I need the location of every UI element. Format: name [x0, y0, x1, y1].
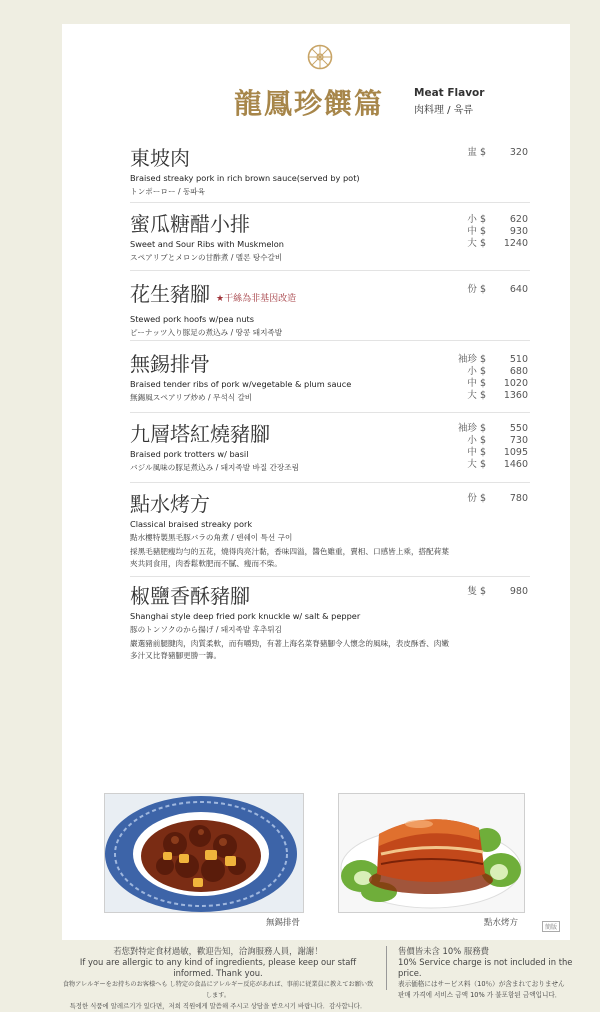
braised-pork-photo [338, 793, 525, 913]
dish-name-en: Shanghai style deep fried pork knuckle w/ salt & pepper [130, 611, 361, 621]
dish-name: 東坡肉 [130, 146, 190, 170]
dish-name-en: Braised streaky pork in rich brown sauce(served by pot) [130, 173, 360, 183]
price-size: 大 $ [467, 238, 486, 249]
dish-name-jp-kr: スペアリブとメロンの甘酢煮 / 멜론 탕수갈비 [130, 253, 283, 262]
price-amount: 1095 [503, 447, 528, 458]
photo-caption: 無錫排骨 [266, 918, 301, 928]
price-amount: 930 [509, 226, 528, 237]
price-amount: 620 [509, 214, 528, 225]
price-list [467, 586, 528, 598]
divider [130, 482, 530, 483]
price-row [467, 226, 528, 238]
dish-name-jp-kr: 無錫風スペアリブ炒め / 무석식 갈비 [130, 393, 253, 402]
service-charge-en: 10% Service charge is not included in the price. [398, 957, 573, 978]
dish-name: 九層塔紅燒豬腳 [130, 422, 270, 446]
price-row [467, 147, 528, 159]
section-subtitle: 肉料理 / 육류 [414, 105, 474, 116]
price-list [467, 214, 528, 250]
price-amount: 320 [509, 147, 528, 158]
dish-name: 點水烤方 [130, 492, 210, 516]
footer-divider [386, 946, 387, 990]
price-size: 大 $ [467, 459, 486, 470]
dish-description: 嚴選豬前腿腱肉，肉質柔軟，而有嚼勁，有著上海名菜脊豬腳令人懷念的風味，表皮酥香、肉嫩多汁又比脊豬腳更勝一籌。 [130, 639, 449, 660]
price-list [467, 147, 528, 159]
price-row [458, 366, 528, 378]
service-charge-notice [398, 946, 598, 1001]
version-tag: 簡版 [542, 921, 560, 932]
allergy-notice [60, 946, 376, 1012]
dish-note: ★干絲為非基因改造 [216, 294, 297, 304]
price-row [458, 459, 528, 471]
dish-name: 椒鹽香酥豬腳 [130, 584, 250, 608]
service-charge-zh: 售價皆未含 10% 服務費 [398, 946, 489, 956]
dish-description: 採黑毛豬肥瘦均勻的五花，燒得肉亮汁黏，香味四溢，醬色雖重，賣相、口感皆上乘，搭配荷葉夾共同食用，肉香鬆軟肥而不膩、瘦而不柴。 [130, 547, 449, 568]
price-size: 中 $ [467, 378, 486, 389]
price-size: 中 $ [467, 447, 486, 458]
price-amount: 1460 [503, 459, 528, 470]
price-amount: 510 [509, 354, 528, 365]
price-row [467, 238, 528, 250]
dish-name-jp-kr: バジル風味の豚足煮込み / 돼지족발 바질 간장조림 [130, 463, 299, 472]
dish-name-en: Sweet and Sour Ribs with Muskmelon [130, 239, 284, 249]
price-size: 份 $ [467, 284, 486, 295]
price-size: 小 $ [467, 366, 486, 377]
divider [130, 412, 530, 413]
wheel-emblem-icon [307, 44, 333, 70]
price-size: 隻 $ [467, 586, 486, 597]
divider [130, 270, 530, 271]
allergy-notice-zh: 若您對特定食材過敏，歡迎告知，洽詢服務人員，謝謝！ [113, 946, 323, 956]
price-amount: 680 [509, 366, 528, 377]
price-row [467, 284, 528, 296]
dish-name: 蜜瓜糖醋小排 [130, 212, 250, 236]
section-title: 龍鳳珍饌篇 [234, 87, 385, 120]
service-charge-kr: 판매 가격에 서비스 금액 10% 가 불포함된 금액입니다． [398, 991, 562, 999]
price-size: 袖珍 $ [457, 423, 486, 434]
price-amount: 550 [509, 423, 528, 434]
divider [130, 202, 530, 203]
allergy-notice-kr: 특정한 식품에 알레르기가 있다면，저희 직원에게 말씀해 주시고 상담을 받으시기 바랍니다．감사합니다． [69, 1002, 367, 1010]
service-charge-jp: 表示価格にはサービス料（10％）が含まれておりません [398, 980, 565, 988]
price-row [467, 493, 528, 505]
divider [130, 340, 530, 341]
price-amount: 640 [509, 284, 528, 295]
price-row [458, 378, 528, 390]
price-row [458, 423, 528, 435]
price-row [458, 435, 528, 447]
price-row [467, 214, 528, 226]
price-row [458, 390, 528, 402]
dish-name-jp-kr: トンポーロー / 동파육 [130, 187, 205, 196]
dish-name-en: Braised pork trotters w/ basil [130, 449, 249, 459]
price-size: 小 $ [467, 214, 486, 225]
dish-name-jp-kr: 點水樓特製黒毛豚バラの角煮 / 덴쉐이 특선 구이 [130, 533, 293, 542]
price-amount: 730 [509, 435, 528, 446]
dish-name-en: Stewed pork hoofs w/pea nuts [130, 314, 255, 324]
photo-caption: 點水烤方 [484, 918, 519, 928]
dish-name-jp-kr: ピーナッツ入り豚足の煮込み / 땅콩 돼지족발 [130, 328, 283, 337]
price-amount: 980 [509, 586, 528, 597]
menu-card [62, 24, 570, 940]
price-amount: 780 [509, 493, 528, 504]
price-list [467, 493, 528, 505]
price-size: 袖珍 $ [457, 354, 486, 365]
price-size: 大 $ [467, 390, 486, 401]
dish-name-en: Braised tender ribs of pork w/vegetable & plum sauce [130, 379, 352, 389]
price-amount: 1360 [503, 390, 528, 401]
dish-name: 花生豬腳 [130, 282, 210, 306]
section-title-en: Meat Flavor [414, 87, 485, 99]
price-row [458, 447, 528, 459]
price-size: 小 $ [467, 435, 486, 446]
dish-name-en: Classical braised streaky pork [130, 519, 253, 529]
price-size: 份 $ [467, 493, 486, 504]
price-list [467, 284, 528, 296]
price-amount: 1240 [503, 238, 528, 249]
allergy-notice-en: If you are allergic to any kind of ingredients, please keep our staff informed. Thank you. [79, 957, 357, 978]
price-row [467, 586, 528, 598]
price-row [458, 354, 528, 366]
divider [130, 576, 530, 577]
price-list [458, 354, 528, 402]
price-size: 盅 $ [467, 147, 486, 158]
dish-name-jp-kr: 豚のトンソクのから揚げ / 돼지족발 후추튀김 [130, 625, 282, 634]
braised-ribs-photo [104, 793, 304, 913]
dish-name: 無錫排骨 [130, 352, 210, 376]
price-size: 中 $ [467, 226, 486, 237]
allergy-notice-jp: 食物アレルギーをお持ちのお客様へも し特定の食品にアレルギー反応があれば、事前に従業員に教えてお願い致します。 [62, 981, 374, 999]
price-amount: 1020 [503, 378, 528, 389]
price-list [458, 423, 528, 471]
